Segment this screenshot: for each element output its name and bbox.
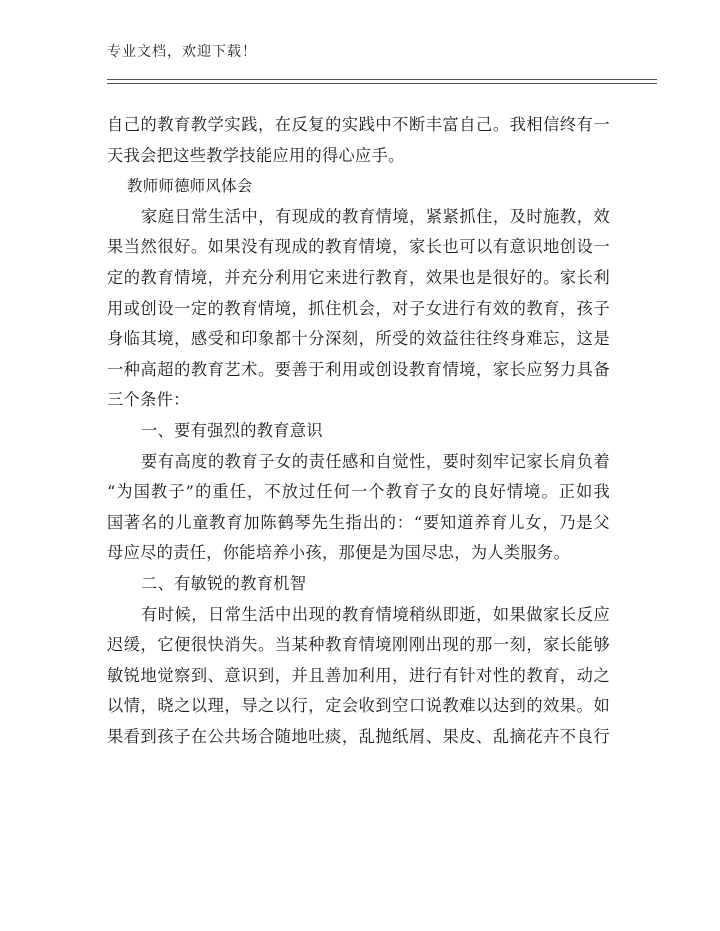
text-line: 一种高超的教育艺术。要善于利用或创设教育情境，家长应努力具备 [107, 359, 610, 379]
text-line: 以情，晓之以理，导之以行，定会收到空口说教难以达到的效果。如 [107, 696, 610, 716]
text-line: 有时候，日常生活中出现的教育情境稍纵即逝，如果做家长反应 [141, 604, 610, 624]
text-line: 天我会把这些教学技能应用的得心应手。 [107, 145, 405, 165]
text-line: 要有高度的教育子女的责任感和自觉性，要时刻牢记家长肩负着 [141, 451, 610, 471]
paragraph-1 [107, 202, 610, 416]
header-rule-bottom [107, 83, 657, 84]
text-line: 自己的教育教学实践，在反复的实践中不断丰富自己。我相信终有一 [107, 115, 610, 134]
text-line: 三个条件： [107, 390, 190, 410]
intro-paragraph [107, 110, 610, 171]
text-line: 果当然很好。如果没有现成的教育情境，家长也可以有意识地创设一 [107, 237, 610, 257]
document-body [107, 110, 610, 752]
text-line: 敏锐地觉察到、意识到，并且善加利用，进行有针对性的教育，动之 [107, 665, 610, 685]
text-line: 定的教育情境，并充分利用它来进行教育，效果也是很好的。家长利 [107, 267, 610, 287]
paragraph-2 [107, 447, 610, 569]
document-title: 教师师德师风体会 [127, 177, 253, 196]
text-line: 身临其境，感受和印象都十分深刻，所受的效益往往终身难忘，这是 [107, 329, 610, 349]
text-line: “为国教子”的重任，不放过任何一个教育子女的良好情境。正如我 [107, 482, 610, 502]
text-line: 迟缓，它便很快消失。当某种教育情境刚刚出现的那一刻，家长能够 [107, 635, 610, 655]
header-text: 专业文档，欢迎下载！ [107, 44, 257, 60]
text-line: 家庭日常生活中，有现成的教育情境，紧紧抓住，及时施教，效 [141, 206, 610, 226]
section-heading-2: 二、有敏锐的教育机智 [141, 573, 307, 593]
text-line: 母应尽的责任，你能培养小孩，那便是为国尽忠，为人类服务。 [107, 543, 571, 563]
text-line: 用或创设一定的教育情境，抓住机会，对子女进行有效的教育，孩子 [107, 298, 610, 318]
text-line: 果看到孩子在公共场合随地吐痰，乱抛纸屑、果皮、乱摘花卉不良行 [107, 726, 610, 746]
header-rule-top [107, 79, 657, 80]
text-line: 国著名的儿童教育加陈鹤琴先生指出的：“要知道养育儿女，乃是父 [107, 512, 610, 532]
section-heading-1: 一、要有强烈的教育意识 [141, 420, 323, 440]
paragraph-3 [107, 600, 610, 753]
